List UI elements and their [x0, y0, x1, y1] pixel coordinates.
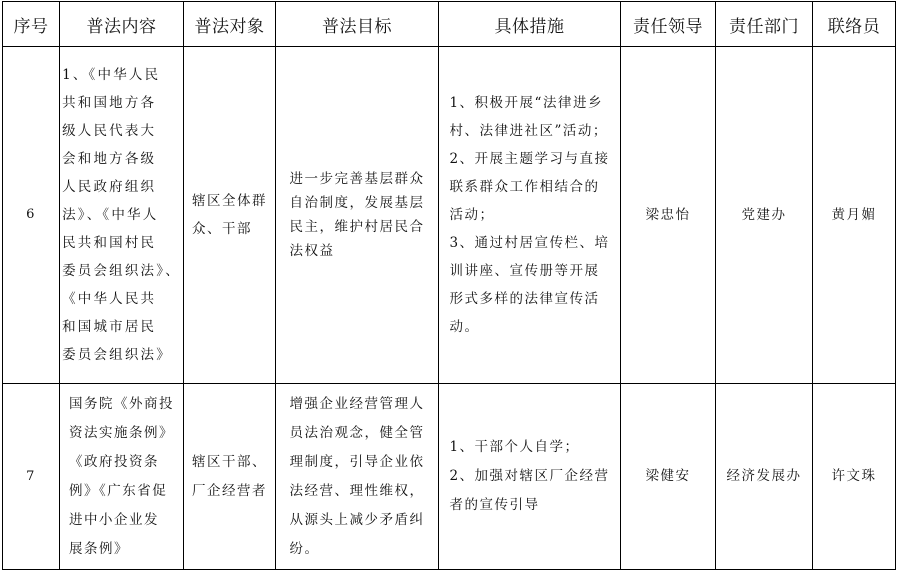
cell-no: 6	[3, 47, 60, 384]
cell-target: 辖区全体群 众、干部	[184, 47, 276, 384]
cell-department: 党建办	[716, 47, 813, 384]
cell-liaison: 黄月媚	[813, 47, 896, 384]
cell-content: 1、《中华人民 共和国地方各 级人民代表大 会和地方各级 人民政府组织 法》、《中华人 民共和国村民 委员会组织法》、 《中华人民共 和国城市居民 委员会组织法》	[60, 47, 184, 384]
header-department: 责任部门	[716, 2, 813, 47]
header-goal: 普法目标	[276, 2, 439, 47]
cell-liaison: 许文珠	[813, 384, 896, 570]
table-row	[3, 384, 896, 570]
header-content: 普法内容	[60, 2, 184, 47]
header-liaison: 联络员	[813, 2, 896, 47]
header-target: 普法对象	[184, 2, 276, 47]
header-measures: 具体措施	[439, 2, 621, 47]
cell-department: 经济发展办	[716, 384, 813, 570]
table-row	[3, 47, 896, 384]
cell-leader: 梁健安	[621, 384, 716, 570]
table-header-row	[3, 2, 896, 47]
cell-measures: 1、干部个人自学； 2、加强对辖区厂企经营 者的宣传引导	[439, 384, 621, 570]
law-popularization-table	[2, 1, 896, 570]
cell-target: 辖区干部、 厂企经营者	[184, 384, 276, 570]
cell-goal: 进一步完善基层群众 自治制度，发展基层 民主，维护村居民合 法权益	[276, 47, 439, 384]
cell-goal: 增强企业经营管理人 员法治观念，健全管 理制度，引导企业依 法经营、理性维权， 从源头上减少矛盾纠 纷。	[276, 384, 439, 570]
cell-content: 国务院《外商投 资法实施条例》 《政府投资条 例》《广东省促 进中小企业发 展条例》	[60, 384, 184, 570]
cell-measures: 1、积极开展“法律进乡 村、法律进社区”活动； 2、开展主题学习与直接 联系群众工作相结合的 活动； 3、通过村居宣传栏、培 训讲座、宣传册等开展 形式多样的法律宣传活 动。	[439, 47, 621, 384]
cell-no: 7	[3, 384, 60, 570]
cell-leader: 梁忠怡	[621, 47, 716, 384]
header-no: 序号	[3, 2, 60, 47]
header-leader: 责任领导	[621, 2, 716, 47]
